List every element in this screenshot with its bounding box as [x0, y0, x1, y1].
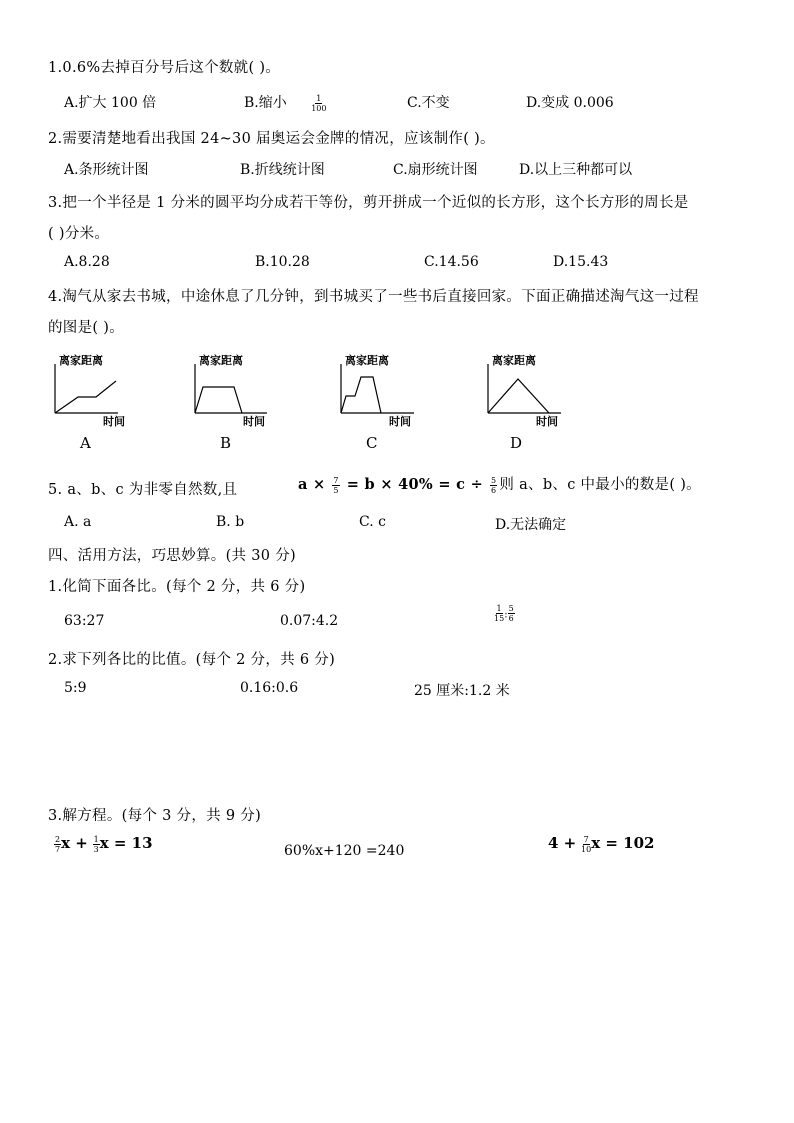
p3-e1-end: x = 13	[99, 834, 153, 852]
q3-stem-line2: ( )分米。	[48, 226, 110, 242]
p2-item-1: 5:9	[64, 680, 87, 696]
p1-f2-den: 6	[508, 614, 514, 623]
p3-equation-3	[548, 834, 654, 854]
graph-c	[336, 352, 436, 452]
graph-b	[190, 352, 290, 452]
q5-option-d: D.无法确定	[495, 517, 567, 533]
graph-c-y-label: 离家距离	[345, 354, 389, 367]
graph-d-y-label: 离家距离	[492, 354, 536, 367]
p1-f1-den: 15	[494, 614, 505, 623]
q1-stem: 1.0.6%去掉百分号后这个数就( )。	[48, 60, 281, 76]
q5-frac-5-6	[490, 476, 497, 495]
q5-prefix: 5. a、b、c 为非零自然数,且	[48, 482, 238, 498]
graph-d-plot	[483, 352, 583, 422]
p3-equation-1	[54, 834, 153, 854]
q2-option-d: D.以上三种都可以	[519, 162, 633, 178]
p1-stem: 1.化简下面各比。(每个 2 分，共 6 分)	[48, 579, 306, 595]
q1-option-c: C.不变	[407, 95, 450, 111]
q1-b-frac-num: 1	[316, 93, 322, 103]
p1-f2-num: 5	[508, 604, 514, 613]
q3-option-d: D.15.43	[553, 254, 609, 270]
q2-option-b: B.折线统计图	[240, 162, 325, 178]
q5-equation	[298, 473, 701, 495]
section-four-title: 四、活用方法，巧思妙算。(共 30 分)	[48, 548, 296, 564]
p2-item-2: 0.16:0.6	[240, 680, 299, 696]
p3-e3-frac	[581, 835, 591, 854]
q4-stem-line1: 4.淘气从家去书城，中途休息了几分钟，到书城买了一些书后直接回家。下面正确描述淘气这一过程	[48, 289, 699, 305]
q5-option-b: B. b	[216, 514, 245, 530]
p1-item3-frac-1	[494, 604, 504, 623]
p1-item3-sep: :	[504, 609, 508, 621]
p3-e1-mid: x +	[61, 834, 88, 852]
q1-option-b-label: B.缩小	[244, 95, 287, 111]
p1-item3-frac-2	[508, 604, 515, 623]
graph-d-x-label: 时间	[536, 415, 558, 428]
graph-c-x-label: 时间	[389, 415, 411, 428]
p3-e3-end: x = 102	[591, 834, 655, 852]
q1-option-d: D.变成 0.006	[526, 95, 614, 111]
p3-e1-f1-den: 7	[55, 844, 61, 854]
p1-item-3	[494, 604, 515, 623]
q1-option-b-fraction	[311, 94, 326, 113]
q5-f1-num: 7	[333, 475, 339, 485]
graph-b-y-label: 离家距离	[199, 354, 243, 367]
q5-eq-a: a ×	[298, 476, 326, 493]
graph-b-option: B	[220, 434, 232, 452]
graph-a-y-label: 离家距离	[59, 354, 103, 367]
q5-eq-mid: = b × 40% = c ÷	[346, 476, 484, 493]
q5-f1-den: 5	[333, 485, 339, 495]
p3-stem: 3.解方程。(每个 3 分，共 9 分)	[48, 808, 262, 824]
graph-a-plot	[50, 352, 150, 422]
q3-option-b: B.10.28	[255, 254, 310, 270]
q5-option-c: C. c	[359, 514, 386, 530]
q5-option-a: A. a	[64, 514, 92, 530]
q5-suffix: 则 a、b、c 中最小的数是( )。	[499, 477, 701, 493]
p3-e1-frac-2	[93, 835, 100, 854]
p3-e3-f-den: 10	[581, 844, 592, 854]
graph-a-x-label: 时间	[103, 415, 125, 428]
q1-option-a: A.扩大 100 倍	[64, 95, 157, 111]
q1-option-b	[244, 92, 328, 113]
q3-option-c: C.14.56	[424, 254, 479, 270]
q2-stem: 2.需要清楚地看出我国 24~30 届奥运会金牌的情况，应该制作( )。	[48, 131, 495, 147]
q2-option-c: C.扇形统计图	[393, 162, 478, 178]
q2-option-a: A.条形统计图	[64, 162, 149, 178]
p1-item-2: 0.07:4.2	[280, 613, 339, 629]
p1-f1-num: 1	[496, 604, 502, 613]
graph-d-option: D	[510, 434, 523, 452]
q5-f2-den: 6	[490, 485, 497, 495]
graph-a	[50, 352, 150, 452]
q4-stem-line2: 的图是( )。	[48, 320, 125, 336]
graph-c-option: C	[366, 434, 378, 452]
graph-c-plot	[336, 352, 436, 422]
graph-b-plot	[190, 352, 290, 422]
q1-b-frac-den: 100	[311, 103, 327, 113]
graph-b-x-label: 时间	[243, 415, 265, 428]
graph-d	[483, 352, 583, 452]
p3-equation-2: 60%x+120 =240	[284, 843, 405, 859]
q5-f2-num: 5	[490, 475, 497, 485]
p1-item-1: 63:27	[64, 613, 105, 629]
q3-stem-line1: 3.把一个半径是 1 分米的圆平均分成若干等份，剪开拼成一个近似的长方形，这个长方形的周长是	[48, 195, 689, 211]
q3-option-a: A.8.28	[64, 254, 110, 270]
graph-a-option: A	[80, 434, 91, 452]
p2-item-3: 25 厘米:1.2 米	[414, 683, 510, 699]
p3-e3-start: 4 +	[548, 834, 577, 852]
p2-stem: 2.求下列各比的比值。(每个 2 分，共 6 分)	[48, 652, 336, 668]
p3-e1-f2-den: 3	[93, 844, 99, 854]
p3-e1-f1-num: 2	[55, 834, 61, 844]
q5-frac-7-5	[332, 476, 339, 495]
p3-e3-f-num: 7	[583, 834, 589, 844]
p3-e1-f2-num: 1	[93, 834, 99, 844]
